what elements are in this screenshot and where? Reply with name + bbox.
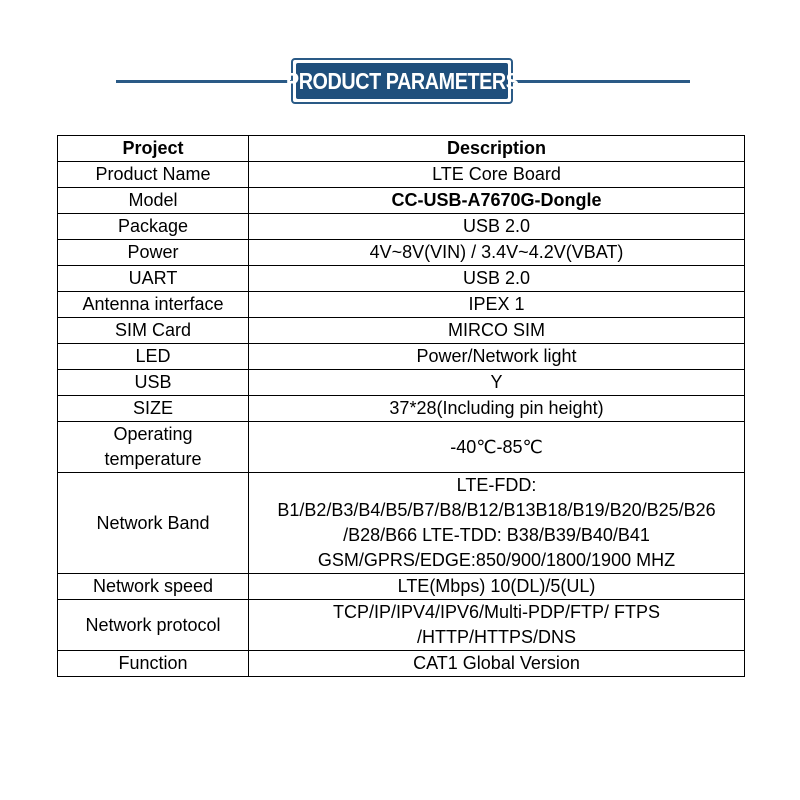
project-text: Antenna interface [82, 294, 224, 314]
table-row [58, 240, 745, 266]
project-text: Operating [113, 424, 193, 444]
description-text: Y [490, 372, 503, 392]
table-row [58, 266, 745, 292]
table-row [58, 651, 745, 677]
project-text: Network protocol [85, 614, 221, 635]
project-cell [58, 422, 249, 473]
description-text: -40℃-85℃ [450, 436, 543, 457]
table-row [58, 422, 745, 473]
description-cell [249, 188, 745, 214]
description-cell [249, 214, 745, 240]
project-cell [58, 370, 249, 396]
project-cell [58, 344, 249, 370]
project-cell [58, 188, 249, 214]
table-row [58, 344, 745, 370]
description-cell [249, 422, 745, 473]
project-cell [58, 266, 249, 292]
header-rule-right [508, 80, 690, 83]
description-text: USB 2.0 [462, 216, 531, 236]
description-text: 37*28(Including pin height) [389, 398, 604, 418]
description-cell [249, 651, 745, 677]
description-cell [249, 292, 745, 318]
description-text: 4V~8V(VIN) / 3.4V~4.2V(VBAT) [369, 242, 624, 262]
project-text: Model [128, 190, 178, 210]
description-cell [249, 240, 745, 266]
table-row [58, 574, 745, 600]
description-cell [249, 266, 745, 292]
project-text: UART [128, 268, 178, 288]
table-row [58, 600, 745, 651]
column-header-project: Project [58, 136, 249, 162]
table-row [58, 473, 745, 574]
description-cell [249, 344, 745, 370]
project-text: Function [118, 653, 188, 673]
description-cell [249, 318, 745, 344]
title-banner-fill [285, 63, 519, 99]
project-text: Power [127, 242, 179, 262]
project-text: temperature [104, 449, 202, 469]
project-cell [58, 651, 249, 677]
description-cell [249, 574, 745, 600]
table-row [58, 292, 745, 318]
parameters-table [57, 135, 745, 677]
project-cell [58, 292, 249, 318]
title-banner [285, 58, 519, 104]
table-row [58, 318, 745, 344]
project-text: Product Name [95, 164, 211, 184]
description-text: LTE Core Board [432, 164, 561, 184]
table-row [58, 370, 745, 396]
project-text: Network speed [92, 576, 214, 596]
description-text: B1/B2/B3/B4/B5/B7/B8/B12/B13B18/B19/B20/B25/B26 [277, 500, 716, 520]
project-cell [58, 240, 249, 266]
project-cell [58, 574, 249, 600]
description-cell [249, 162, 745, 188]
description-text: /B28/B66 LTE-TDD: B38/B39/B40/B41 [343, 525, 650, 545]
description-cell [249, 600, 745, 651]
description-cell [249, 473, 745, 574]
project-cell [58, 600, 249, 651]
description-text: Power/Network light [416, 346, 577, 366]
project-cell [58, 318, 249, 344]
description-text: /HTTP/HTTPS/DNS [416, 627, 576, 647]
description-text: MIRCO SIM [448, 320, 545, 340]
project-text: SIM Card [114, 320, 192, 340]
description-text: TCP/IP/IPV4/IPV6/Multi-PDP/FTP/ FTPS [332, 602, 661, 622]
model-text: CC-USB-A7670G-Dongle [391, 190, 602, 210]
header-rule-left [116, 80, 296, 83]
project-text: LED [135, 346, 171, 366]
column-header-description: Description [249, 136, 745, 162]
description-text: LTE-FDD: [456, 475, 537, 495]
table-row [58, 214, 745, 240]
project-cell [58, 214, 249, 240]
table-row [58, 162, 745, 188]
description-text: GSM/GPRS/EDGE:850/900/1800/1900 MHZ [317, 550, 676, 570]
description-cell [249, 370, 745, 396]
project-text: Package [117, 216, 189, 236]
description-text: IPEX 1 [468, 294, 525, 314]
description-text: LTE(Mbps) 10(DL)/5(UL) [397, 576, 596, 596]
project-cell [58, 473, 249, 574]
table-row [58, 188, 745, 214]
project-cell [58, 162, 249, 188]
description-text: USB 2.0 [462, 268, 531, 288]
description-cell [249, 396, 745, 422]
page-title: PRODUCT PARAMETERS [285, 67, 519, 94]
project-text: USB [134, 372, 172, 392]
project-text: SIZE [132, 398, 173, 418]
project-text: Network Band [96, 512, 210, 533]
description-text: CAT1 Global Version [413, 653, 580, 673]
table-row [58, 396, 745, 422]
table-header-row [58, 136, 745, 162]
project-cell [58, 396, 249, 422]
